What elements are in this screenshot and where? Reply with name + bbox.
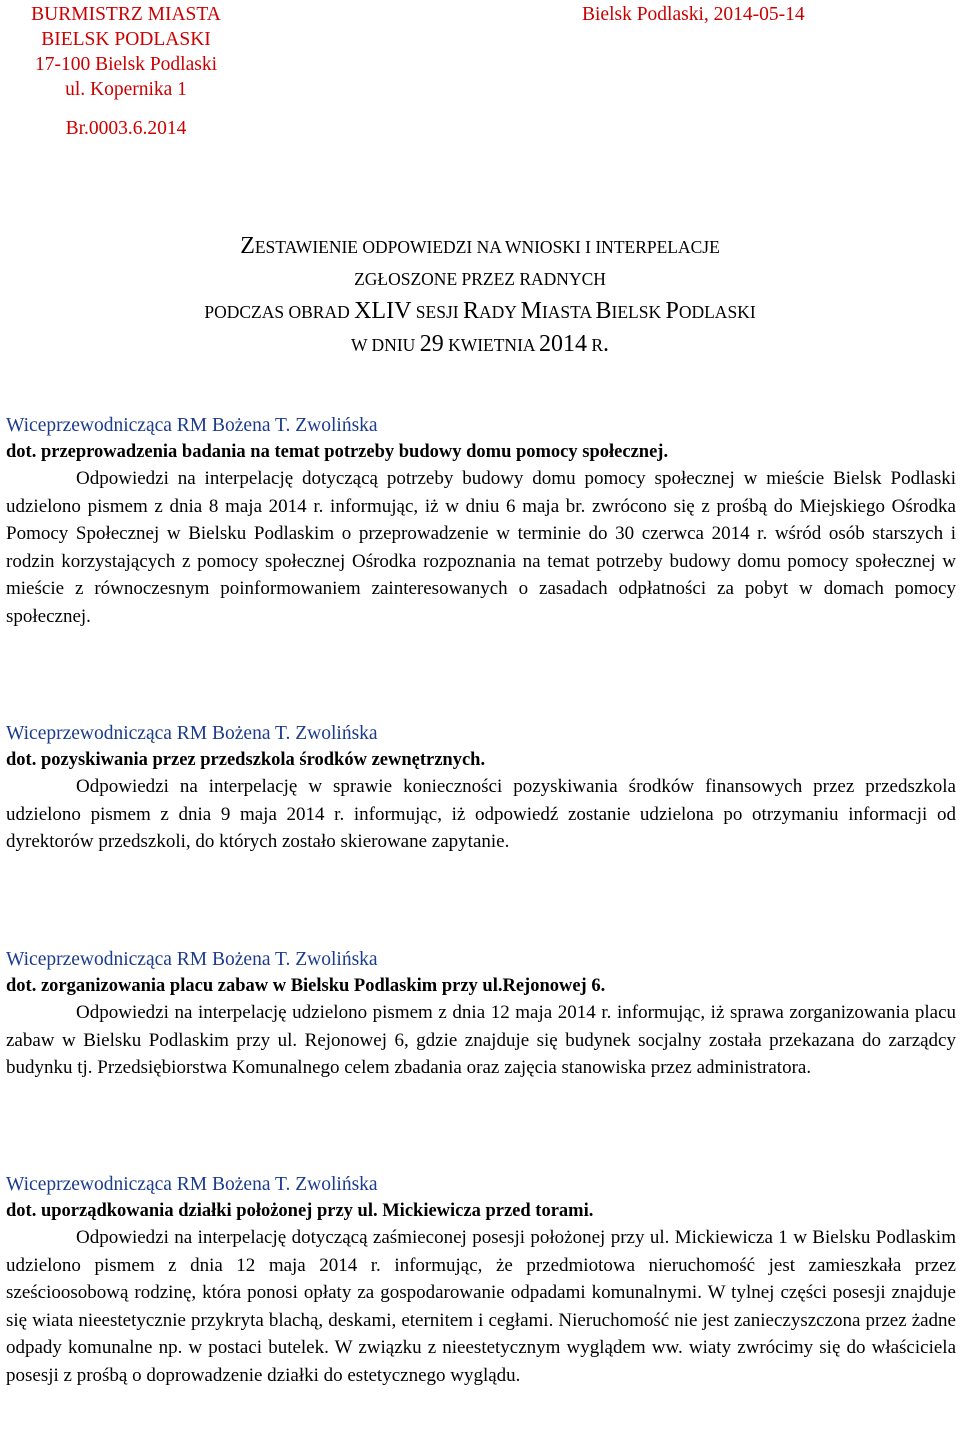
office-line: BIELSK PODLASKI	[41, 29, 211, 50]
interpellation-section	[6, 413, 956, 630]
interpellation-section	[6, 721, 956, 856]
interpellation-section	[6, 947, 956, 1082]
response-text: Odpowiedzi na interpelację dotyczącą zaśmieconej posesji położonej przy ul. Mickiewicza 1 w Bielsku Podlaskim udzielono pismem z dnia 12 maja 2014 r. informując, że przedmiotowa nieruchomość jest zamieszkała przez sześcioosobową rodzinę, która ponosi opłaty za gospodarowanie odpadami komunalnymi. W tylnej części posesji znajduje się wiata nieestetycznie przykryta blachą, deskami, eternitem i cegłami. Nieruchomość nie jest zanieczyszczona przez żadne odpady komunalne np. w postaci butelek. W związku z nieestetycznym wyglądem ww. wiaty zwrócimy się do właściciela posesji z prośbą o doprowadzenie działki do estetycznego wyglądu.	[6, 1227, 956, 1386]
title-line-3: PODCZAS OBRAD XLIV SESJI RADY MIASTA BIELSK PODLASKI	[204, 298, 756, 324]
response-text: Odpowiedzi na interpelację w sprawie konieczności pozyskiwania środków finansowych przez przedszkola udzielono pismem z dnia 9 maja 2014 r. informując, iż odpowiedź zostanie udzielona po otrzymaniu informacji od dyrektorów przedszkoli, do których zostało skierowane zapytanie.	[6, 776, 956, 852]
title-line-2: ZGŁOSZONE PRZEZ RADNYCH	[354, 269, 606, 289]
response-text: Odpowiedzi na interpelację dotyczącą potrzeby budowy domu pomocy społecznej w mieście Bielsk Podlaski udzielono pismem z dnia 8 maja 2014 r. informując, iż w dniu 6 maja br. zwrócono się z prośbą do Miejskiego Ośrodka Pomocy Społecznej w Bielsku Podlaskim o przeprowadzenie w terminie do 30 czerwca 2014 r. wśród osób starszych i rodzin korzystających z pomocy społecznej Ośrodka rozpoznania na temat potrzeby budowy domu pomocy społecznej w mieście z równoczesnym poinformowaniem zainteresowanych o zasadach odpłatności za pobyt w domach pomocy społecznej.	[6, 468, 956, 627]
reference-number: Br.0003.6.2014	[65, 118, 187, 139]
place-and-date: Bielsk Podlaski, 2014-05-14	[582, 4, 805, 25]
speaker-name: Wiceprzewodnicząca RM Bożena T. Zwolińska	[6, 415, 378, 436]
office-line: BURMISTRZ MIASTA	[31, 4, 221, 25]
speaker-name: Wiceprzewodnicząca RM Bożena T. Zwolińska	[6, 1174, 378, 1195]
section-subject: dot. przeprowadzenia badania na temat potrzeby budowy domu pomocy społecznej.	[6, 442, 669, 462]
office-line: 17-100 Bielsk Podlaski	[34, 54, 217, 75]
interpellation-section	[6, 1172, 956, 1389]
section-subject: dot. uporządkowania działki położonej przy ul. Mickiewicza przed torami.	[6, 1201, 594, 1221]
office-address-block	[6, 2, 246, 141]
title-line-4: W DNIU 29 KWIETNIA 2014 R.	[350, 331, 610, 357]
document-title	[0, 230, 960, 361]
speaker-name: Wiceprzewodnicząca RM Bożena T. Zwolińska	[6, 723, 378, 744]
section-subject: dot. zorganizowania placu zabaw w Bielsku Podlaskim przy ul.Rejonowej 6.	[6, 976, 606, 996]
response-text: Odpowiedzi na interpelację udzielono pismem z dnia 12 maja 2014 r. informując, iż sprawa zorganizowania placu zabaw w Bielsku Podlaskim przy ul. Rejonowej 6, gdzie znajduje się budynek socjalny została przekazana do zarządcy budynku tj. Przedsiębiorstwa Komunalnego celem zbadania oraz zajęcia stanowiska przez administratora.	[6, 1002, 956, 1078]
speaker-name: Wiceprzewodnicząca RM Bożena T. Zwolińska	[6, 949, 378, 970]
section-subject: dot. pozyskiwania przez przedszkola środków zewnętrznych.	[6, 750, 486, 770]
office-line: ul. Kopernika 1	[65, 79, 187, 100]
title-line-1: ZESTAWIENIE ODPOWIEDZI NA WNIOSKI I INTERPELACJE	[240, 233, 720, 259]
